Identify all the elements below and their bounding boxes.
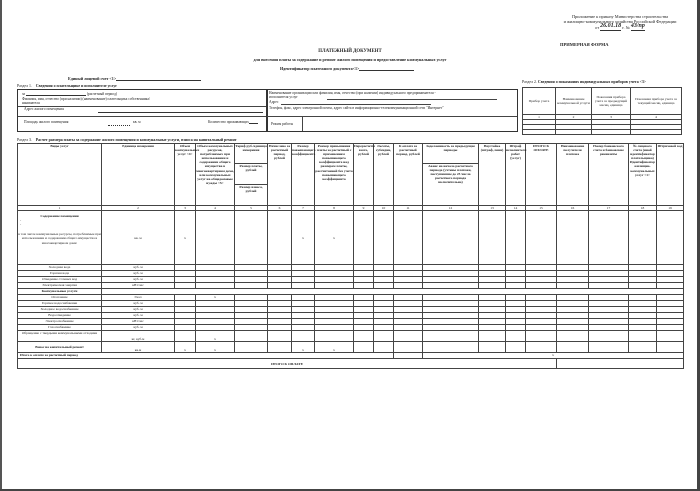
cell[interactable] [629, 342, 657, 353]
unit-cell: куб. м [102, 301, 175, 307]
col-number: 1 [523, 115, 556, 120]
scan-edge-left [0, 0, 2, 491]
col-header-recipient: Наименование получателя платежа [557, 144, 589, 206]
col-header-total: ИТОГО К ОПЛАТЕ [526, 144, 557, 206]
cell[interactable] [589, 211, 629, 265]
period-label: (расчетный период) [86, 92, 118, 96]
cell[interactable] [506, 331, 526, 342]
service-cell: Содержание помещения - - в том числе коммунальные ресурсы, потребляемые при использовании и содержании общего имущества в многоквартирном доме: [18, 211, 102, 265]
cell[interactable] [506, 342, 526, 353]
x-mark: x [315, 342, 354, 353]
document-subtitle: для внесения платы за содержание и ремонт жилого помещения и предоставление коммунальных услуг [253, 57, 447, 62]
service-name: Обращение с твердыми коммунальными отходами [18, 331, 102, 342]
provider-box [266, 89, 518, 132]
service-name: Содержание помещения [40, 214, 79, 219]
period-field[interactable] [26, 92, 86, 96]
account-line [68, 76, 201, 81]
col-subheader-advance: Аванс на начало расчетного периода (учтены платежи, поступившие до 25 числа расчетного периода включительно) [423, 164, 479, 206]
section1-heading [17, 84, 117, 88]
account-field[interactable] [116, 76, 201, 81]
cell[interactable] [354, 342, 374, 353]
table-row-maintenance [18, 211, 684, 265]
service-name: Холодное водоснабжение [18, 307, 102, 313]
col-header-unit: Единица измерения [102, 144, 175, 206]
col-header-fine: Штраф исполнителя работ (услуг) [506, 144, 526, 206]
document-title: ПЛАТЕЖНЫЙ ДОКУМЕНТ [318, 49, 382, 54]
divider [267, 116, 517, 117]
provider-address-label: Адрес [269, 100, 279, 104]
service-name: Газоснабжение [18, 325, 102, 331]
service-note: в том числе коммунальные ресурсы, потребляемые при использовании и содержании общего имущества в многоквартирном доме: [18, 232, 101, 245]
col-header-recalc: Перерасчеты всего, рублей [354, 144, 374, 206]
cell[interactable] [315, 331, 354, 342]
col-number: 16 [557, 206, 589, 211]
section1-number: Раздел 1. [17, 84, 32, 88]
cell[interactable] [394, 211, 423, 265]
cell[interactable] [506, 211, 526, 265]
col-header: Показания прибора учета за текущий месяц, единица [631, 88, 682, 115]
service-name: Взнос на капитальный ремонт [18, 342, 102, 353]
cell[interactable] [557, 211, 589, 265]
cell[interactable] [394, 342, 423, 353]
unit-cell: куб. м [102, 271, 175, 277]
x-mark: x [315, 211, 354, 265]
col-header-debt: Задолженность за предыдущие периоды [423, 144, 479, 164]
col-header-account-id: № лицевого счета (иной идентификатор плательщика) Идентификатор жилищно-коммунальных услуг <1> [629, 144, 657, 206]
account-label: Единый лицевой счет <1> [68, 76, 117, 81]
col-header-bank: Номер банковского счета и банковские реквизиты [589, 144, 629, 206]
cell[interactable] [526, 342, 557, 353]
residents-field[interactable] [249, 120, 258, 124]
grand-total-label: ИТОГО К ОПЛАТЕ [18, 359, 557, 369]
unit-cell: куб. м [102, 313, 175, 319]
x-mark: x [423, 353, 684, 359]
document-id-label: Идентификатор платежного документа<1> [280, 66, 360, 71]
service-name: Водоотведение [18, 313, 102, 319]
col-number: 3 [592, 115, 631, 120]
provider-name-field[interactable] [327, 99, 497, 100]
unit-cell: кВт/час [102, 319, 175, 325]
col-header-service: Виды услуг [18, 144, 102, 206]
service-name: Горячее водоснабжение [18, 301, 102, 307]
cell[interactable] [526, 331, 557, 342]
col-header-due: К оплате за расчетный период, рублей [394, 144, 423, 206]
col-header-barcode: Штриховой код [657, 144, 684, 206]
unit-cell: куб. м [102, 277, 175, 283]
appendix-line-1: Приложение к приказу Министерства строительства [571, 14, 669, 19]
col-number: 13 [479, 206, 506, 211]
area-label: Площадь жилого помещения [24, 120, 69, 124]
cell[interactable] [374, 211, 394, 265]
document-id-field[interactable] [359, 66, 414, 71]
unit-cell: кв.м [102, 342, 175, 353]
section2-number: Раздел 2. [522, 80, 537, 84]
divider [302, 116, 303, 131]
x-mark: x [196, 342, 235, 353]
meter-readings-table [522, 87, 682, 135]
unit-cell: кВт/час [102, 283, 175, 289]
col-number: 14 [506, 206, 526, 211]
provider-address-field[interactable] [281, 104, 431, 105]
col-header-volume: Объем коммунальных услуг <4> [175, 144, 196, 206]
x-mark: x [175, 342, 196, 353]
cell[interactable] [523, 130, 556, 135]
table-row [18, 331, 684, 342]
cell[interactable] [268, 342, 292, 353]
cell[interactable] [592, 130, 631, 135]
cell[interactable] [354, 331, 374, 342]
unit-cell: куб. м [102, 325, 175, 331]
x-mark: x [196, 295, 235, 301]
cell[interactable] [292, 331, 315, 342]
col-number: 2 [102, 206, 175, 211]
cell[interactable] [423, 342, 479, 353]
payer-box [17, 89, 268, 132]
unit-cell: Гкал [102, 295, 175, 301]
col-number: 8 [315, 206, 354, 211]
col-number: 17 [589, 206, 629, 211]
col-number: 7 [292, 206, 315, 211]
appendix-note [540, 14, 700, 31]
cell[interactable] [479, 211, 506, 265]
cell[interactable] [556, 130, 592, 135]
col-header-common-volume: Объем коммунальных ресурсов, потребляемых при использовании и содержании общего имущества в многоквартирном доме, или коммунальных услуг на общедомовые нужды <5> [196, 144, 235, 206]
x-mark: x [292, 342, 315, 353]
col-number: 5 [235, 206, 268, 211]
col-header-tariff: Тариф руб./единица измерения [235, 144, 268, 164]
unit-cell: кв. м [102, 211, 175, 265]
cell[interactable] [394, 331, 423, 342]
cell[interactable] [589, 331, 629, 342]
cell[interactable] [374, 342, 394, 353]
service-name: Электрическая энергия [18, 283, 102, 289]
col-header-penalty: Неустойка (штраф, пени) [479, 144, 506, 206]
section3-number: Раздел 3. [17, 138, 32, 142]
service-name: Отведение сточных вод [18, 277, 102, 283]
section1-title: Сведения о плательщике и исполнителе услуг [35, 84, 118, 88]
service-name: Холодная вода [18, 265, 102, 271]
period-line [22, 92, 117, 96]
cell[interactable] [631, 130, 682, 135]
grand-total-value[interactable] [557, 359, 684, 369]
cell[interactable] [479, 342, 506, 353]
table-row-grand-total [18, 359, 684, 369]
col-number: 2 [556, 115, 592, 120]
x-mark: x [196, 331, 235, 342]
appendix-number: 43/пр [630, 23, 645, 30]
cell[interactable] [629, 211, 657, 265]
number-prefix: г. № [622, 25, 630, 31]
cell[interactable] [235, 342, 268, 353]
col-header: Показания прибора учета за предыдущий месяц, единица [592, 88, 631, 115]
col-subheader-fee: Размер платы, рублей [235, 164, 268, 185]
section3-heading [17, 138, 237, 142]
service-name: Электроснабжение [18, 319, 102, 325]
col-number: 1 [18, 206, 102, 211]
col-number: 19 [657, 206, 684, 211]
col-header: Наименование коммунальной услуги [556, 88, 592, 115]
col-number: 6 [268, 206, 292, 211]
col-header-benefits: Льготы, субсидии, рублей [374, 144, 394, 206]
cell[interactable] [657, 331, 684, 342]
col-number: 10 [374, 206, 394, 211]
col-subheader-contribution: Размер взноса, рублей [235, 185, 268, 206]
appendix-date-line [540, 24, 700, 30]
provider-contacts-label: Телефон, факс, адрес электронной почты, адрес сайта в информационно-телекоммуникационной сети "Интернет" [269, 106, 444, 110]
col-number: 18 [629, 206, 657, 211]
col-header-excess: Размер превышения платы за расчетный с применением повышающего коэффициента над размером платы, рассчитанной без учета повышающего коэффициента [315, 144, 354, 206]
section3-title: Расчет размера платы за содержание жилого помещения и коммунальные услуги, взноса на капитальный ремонт [35, 138, 237, 142]
cell[interactable] [235, 331, 268, 342]
unit-cell: кг, куб.м [102, 331, 175, 342]
unit-cell: куб. м [102, 265, 175, 271]
area-field[interactable] [108, 121, 130, 126]
col-header: Прибор учета [523, 88, 556, 115]
for-label: за [22, 92, 26, 96]
cell[interactable] [268, 211, 292, 265]
cell[interactable] [354, 211, 374, 265]
appendix-date: 26.01.18 [600, 23, 622, 30]
col-header-coefficient: Размер повышающего коэффициента [292, 144, 315, 206]
divider [18, 116, 267, 117]
col-number: 15 [526, 206, 557, 211]
col-number: 4 [196, 206, 235, 211]
cell[interactable] [557, 331, 589, 342]
service-name: Отопление [18, 295, 102, 301]
address-field[interactable] [98, 108, 263, 113]
residents-label: Количество проживающих [208, 120, 249, 124]
cell[interactable] [374, 331, 394, 342]
sample-form-label: ПРИМЕРНАЯ ФОРМА [560, 42, 609, 47]
x-mark: x [292, 211, 315, 265]
charges-table [17, 143, 684, 369]
cell[interactable] [196, 211, 235, 265]
cell[interactable] [235, 211, 268, 265]
unit-cell: куб. м [102, 307, 175, 313]
area-unit: кв. м [133, 120, 141, 124]
col-number: 9 [354, 206, 374, 211]
work-hours-label: Режим работы [271, 122, 294, 126]
cell[interactable] [657, 342, 684, 353]
cell[interactable] [423, 211, 479, 265]
period-total-label: Итого к оплате за расчетный период [18, 353, 394, 359]
col-number: 3 [175, 206, 196, 211]
date-prefix: от [595, 25, 600, 31]
section2-heading [522, 80, 646, 84]
appendix-line-2: и жилищно-коммунального хозяйства Российской Федерации [563, 19, 677, 25]
col-number: 12 [423, 206, 479, 211]
table-row-capital-repair [18, 342, 684, 353]
cell[interactable] [479, 331, 506, 342]
address-label: Адрес жилого помещения [24, 107, 64, 111]
document-id-line [280, 66, 414, 71]
provider-name-label: Наименование организации или фамилия, имя, отчество (при наличии) индивидуального предпринимателя - исполнителя услуг [269, 91, 436, 100]
section2-title: Сведения о показаниях индивидуальных приборов учета <3> [537, 80, 646, 84]
col-number: 4 [631, 115, 682, 120]
cell[interactable] [423, 331, 479, 342]
col-header-charged: Начислено за расчетный период, рублей [268, 144, 292, 206]
cell[interactable] [557, 342, 589, 353]
x-mark: x [175, 211, 196, 265]
residents-line [208, 120, 258, 124]
col-number: 11 [394, 206, 423, 211]
cell[interactable] [175, 331, 196, 342]
service-name: Горячая вода [18, 271, 102, 277]
cell[interactable] [589, 342, 629, 353]
payer-label: Фамилия, имя, отчество (при наличии) (наименование) плательщика собственника/нанимателя [22, 97, 150, 106]
service-group-name: Коммунальные услуги [18, 289, 102, 295]
cell[interactable] [629, 331, 657, 342]
cell[interactable] [268, 331, 292, 342]
cell[interactable] [526, 211, 557, 265]
cell[interactable] [657, 211, 684, 265]
